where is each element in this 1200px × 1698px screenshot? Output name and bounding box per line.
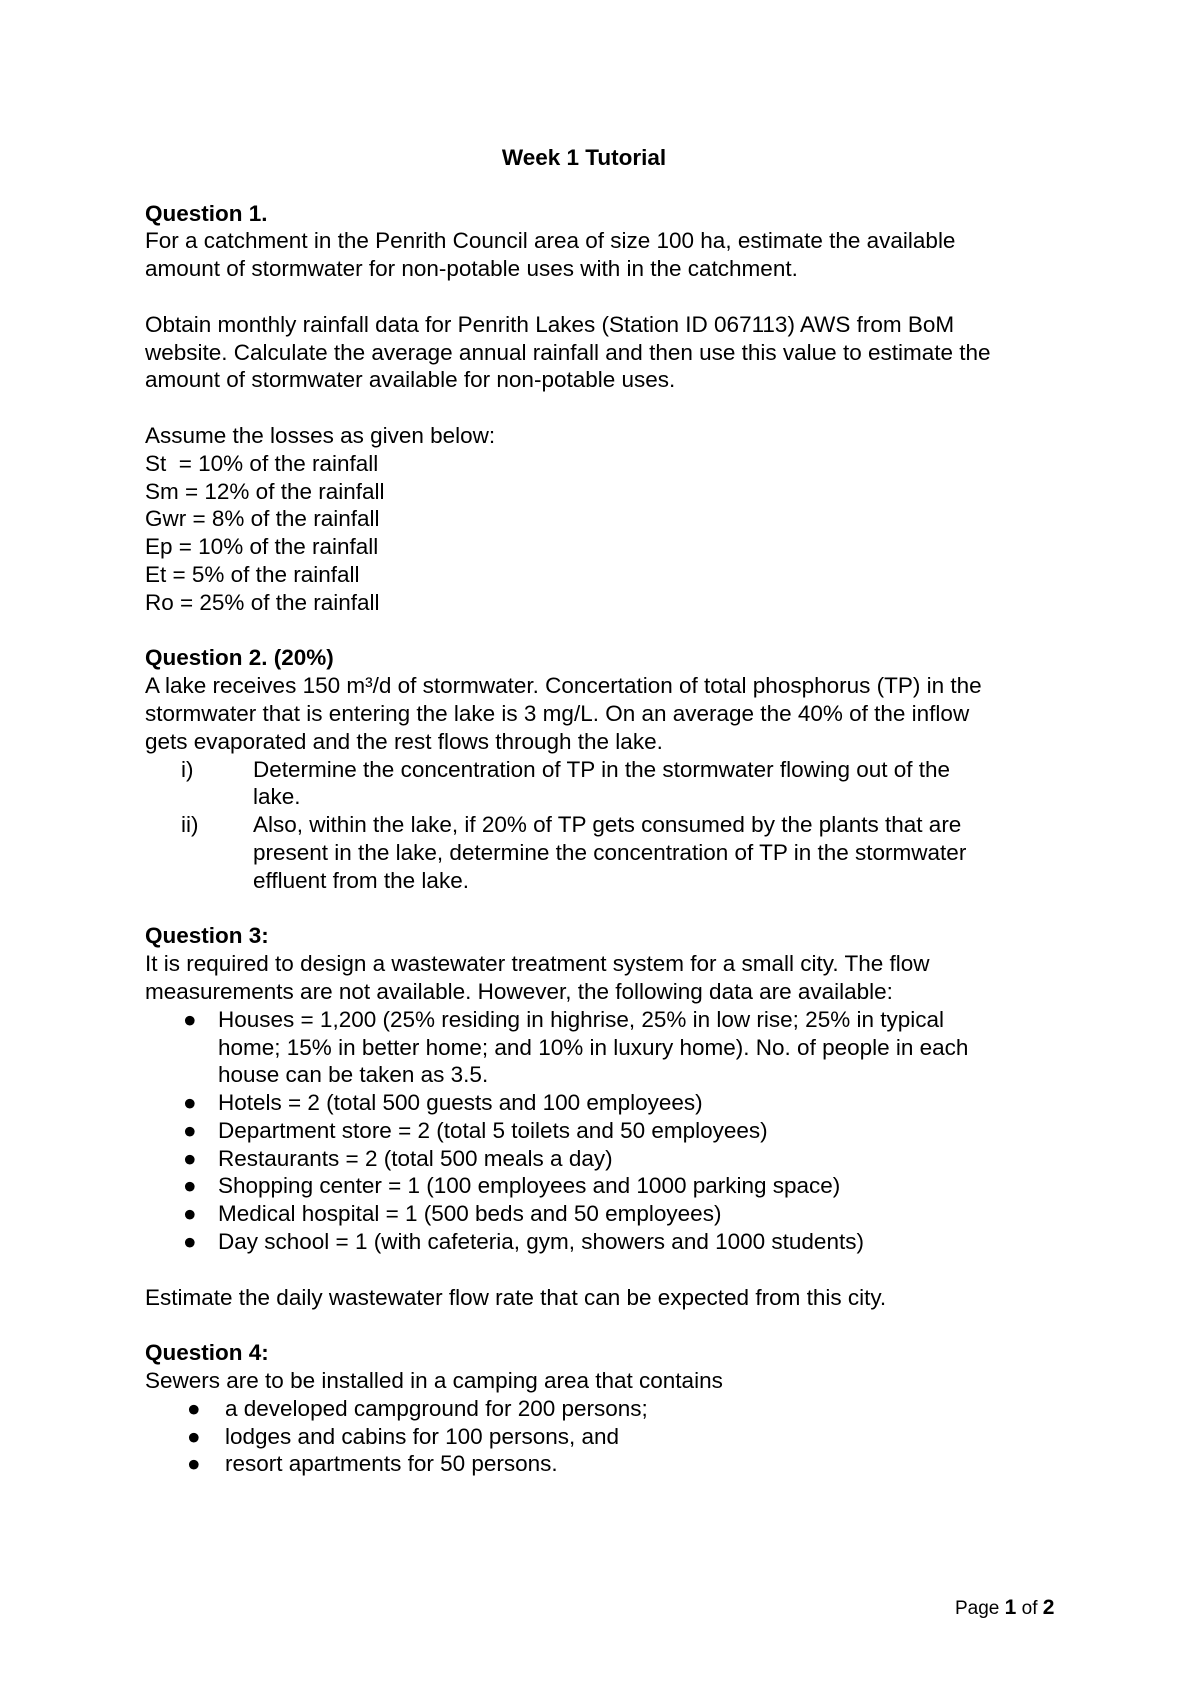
list-item	[145, 1423, 1075, 1451]
bullet-icon: ●	[183, 1090, 197, 1116]
bullet-icon: ●	[183, 1006, 197, 1032]
list-item-text: Shopping center = 1 (100 employees and 1000 parking space)	[218, 1173, 841, 1199]
list-item-text: Medical hospital = 1 (500 beds and 50 employees)	[218, 1201, 722, 1227]
list-item-text: lodges and cabins for 100 persons, and	[225, 1423, 620, 1449]
bullet-icon: ●	[187, 1395, 201, 1421]
document-body	[145, 144, 1075, 1478]
loss-item: Ep = 10% of the rainfall	[145, 534, 379, 560]
list-marker: ii)	[181, 812, 199, 838]
list-item	[145, 756, 1075, 812]
list-item-text: house can be taken as 3.5.	[218, 1062, 489, 1088]
list-marker: i)	[181, 756, 194, 782]
bullet-icon: ●	[183, 1117, 197, 1143]
list-item-text: present in the lake, determine the concentration of TP in the stormwater	[253, 839, 967, 865]
question-2-heading: Question 2. (20%)	[145, 645, 334, 671]
q1-text-line: For a catchment in the Penrith Council area of size 100 ha, estimate the available	[145, 228, 956, 254]
q3-closing: Estimate the daily wastewater flow rate that can be expected from this city.	[145, 1284, 887, 1310]
q2-text-line: A lake receives 150 m³/d of stormwater. Concertation of total phosphorus (TP) in the	[145, 673, 982, 699]
q2-text-line: gets evaporated and the rest flows through the lake.	[145, 728, 663, 754]
losses-intro: Assume the losses as given below:	[145, 422, 496, 448]
list-item	[145, 1450, 1075, 1478]
list-item	[145, 1200, 1075, 1228]
loss-item: Ro = 25% of the rainfall	[145, 589, 380, 615]
q4-bullet-list	[145, 1395, 1075, 1478]
list-item-text: resort apartments for 50 persons.	[225, 1451, 558, 1477]
q1-text-line: Obtain monthly rainfall data for Penrith Lakes (Station ID 067113) AWS from BoM	[145, 311, 955, 337]
question-4-heading: Question 4:	[145, 1340, 269, 1366]
document-title: Week 1 Tutorial	[501, 145, 667, 170]
list-item-text: Determine the concentration of TP in the stormwater flowing out of the	[253, 756, 951, 782]
question-4	[145, 1339, 1075, 1478]
list-item	[145, 1228, 1075, 1256]
bullet-icon: ●	[183, 1201, 197, 1227]
q3-text-line: measurements are not available. However, the following data are available:	[145, 978, 893, 1004]
list-item-text: Also, within the lake, if 20% of TP gets consumed by the plants that are	[253, 812, 962, 838]
bullet-icon: ●	[183, 1145, 197, 1171]
list-item-text: home; 15% in better home; and 10% in luxury home). No. of people in each	[218, 1034, 969, 1060]
q1-text-line: amount of stormwater available for non-potable uses.	[145, 367, 676, 393]
list-item	[145, 1089, 1075, 1117]
loss-item: Et = 5% of the rainfall	[145, 561, 360, 587]
list-item-text: lake.	[253, 784, 301, 810]
bullet-icon: ●	[183, 1229, 197, 1255]
question-2	[145, 644, 1075, 894]
list-item-text: Restaurants = 2 (total 500 meals a day)	[218, 1145, 613, 1171]
list-item	[145, 811, 1075, 894]
of-word: of	[1021, 1598, 1038, 1619]
page-footer	[955, 1596, 1054, 1620]
page-total: 2	[1042, 1596, 1055, 1619]
q1-text-line: amount of stormwater for non-potable uses with in the catchment.	[145, 256, 798, 282]
loss-item: Sm = 12% of the rainfall	[145, 478, 385, 504]
loss-item: Gwr = 8% of the rainfall	[145, 506, 380, 532]
list-item-text: effluent from the lake.	[253, 867, 469, 893]
list-item-text: a developed campground for 200 persons;	[225, 1395, 648, 1421]
list-item-text: Department store = 2 (total 5 toilets and 50 employees)	[218, 1117, 768, 1143]
page-word: Page	[955, 1598, 1000, 1619]
list-item	[145, 1145, 1075, 1173]
list-item	[145, 1172, 1075, 1200]
bullet-icon: ●	[183, 1173, 197, 1199]
list-item	[145, 1117, 1075, 1145]
q1-text-line: website. Calculate the average annual rainfall and then use this value to estimate the	[145, 339, 991, 365]
question-1	[145, 200, 1075, 617]
q4-intro: Sewers are to be installed in a camping area that contains	[145, 1368, 723, 1394]
q3-text-line: It is required to design a wastewater treatment system for a small city. The flow	[145, 951, 930, 977]
q3-bullet-list	[145, 1006, 1075, 1256]
question-1-heading: Question 1.	[145, 200, 268, 226]
list-item-text: Houses = 1,200 (25% residing in highrise, 25% in low rise; 25% in typical	[218, 1006, 945, 1032]
bullet-icon: ●	[187, 1423, 201, 1449]
bullet-icon: ●	[187, 1451, 201, 1477]
q2-text-line: stormwater that is entering the lake is 3 mg/L. On an average the 40% of the inflow	[145, 700, 970, 726]
list-item-text: Day school = 1 (with cafeteria, gym, showers and 1000 students)	[218, 1229, 864, 1255]
list-item	[145, 1395, 1075, 1423]
page-number: 1	[1004, 1596, 1017, 1619]
question-3	[145, 922, 1075, 1311]
question-3-heading: Question 3:	[145, 923, 269, 949]
q2-sublist	[145, 756, 1075, 895]
list-item-text: Hotels = 2 (total 500 guests and 100 employees)	[218, 1090, 703, 1116]
list-item	[145, 1006, 1075, 1089]
loss-item: St = 10% of the rainfall	[145, 450, 379, 476]
